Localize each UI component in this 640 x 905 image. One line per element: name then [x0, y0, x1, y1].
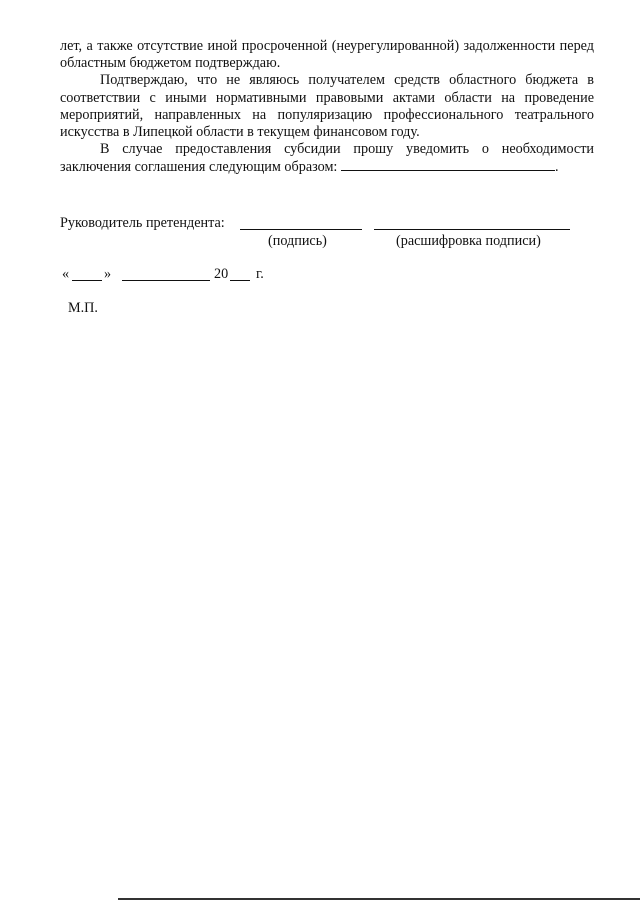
date-year-blank — [230, 280, 250, 281]
stamp-label: М.П. — [68, 300, 98, 316]
date-year-prefix: 20 — [214, 266, 229, 282]
paragraph-debt-confirmation: лет, а также отсутствие иной просроченной (неурегулированной) задолженности перед областным бюджетом подтверждаю. — [60, 38, 594, 72]
date-day-blank — [72, 280, 102, 281]
date-month-blank — [122, 280, 210, 281]
notification-end: . — [554, 159, 559, 176]
paragraph-notification — [60, 141, 594, 176]
signature-blank — [240, 229, 362, 230]
signature-decoding-caption: (расшифровка подписи) — [396, 233, 541, 249]
notification-text: В случае предоставления субсидии прошу уведомить о необходимости заключения соглашения следующим образом: — [60, 141, 594, 176]
date-open-quote: « — [62, 266, 70, 282]
paragraph-not-recipient: Подтверждаю, что не являюсь получателем средств областного бюджета в соответствии с иными нормативными правовыми актами области на проведение мероприятий, направленных на популяризацию профессионального театрального искусства в Липецкой области в текущем финансовом году. — [60, 72, 594, 141]
date-close-quote: » — [104, 266, 112, 282]
signature-label: Руководитель претендента: — [60, 215, 225, 231]
body-text — [60, 38, 594, 177]
signature-row — [60, 215, 225, 232]
signature-caption: (подпись) — [268, 233, 327, 249]
date-year-suffix: г. — [256, 266, 264, 282]
notification-method-blank — [341, 158, 555, 171]
signature-decoding-blank — [374, 229, 570, 230]
footer-rule — [118, 898, 640, 900]
